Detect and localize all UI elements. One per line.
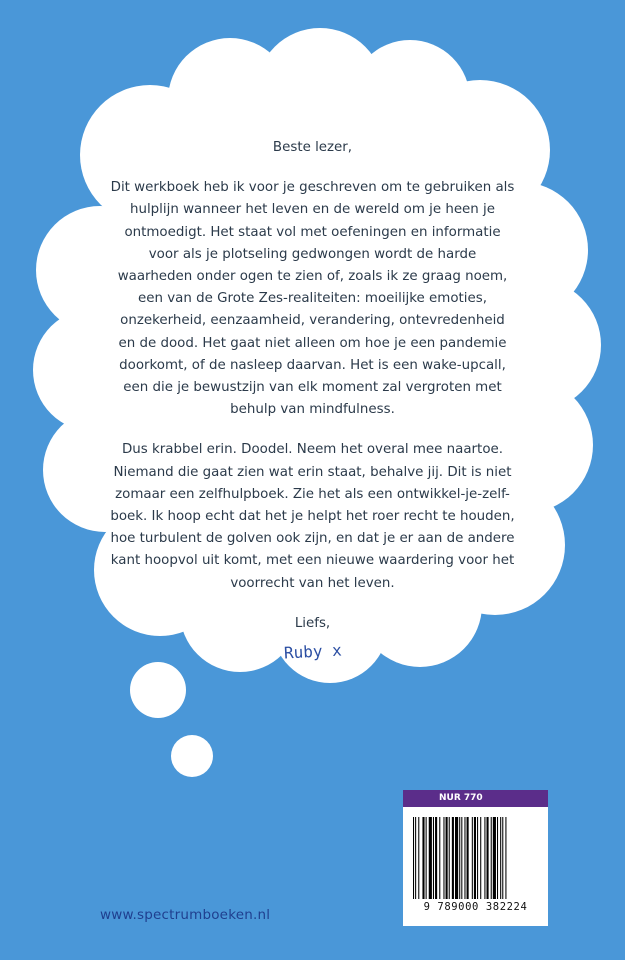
barcode-bar (455, 817, 458, 899)
barcode-bars (413, 817, 539, 899)
barcode-bar (452, 817, 454, 899)
letter-text (110, 137, 515, 665)
barcode-bar (497, 817, 498, 899)
barcode-bar (426, 817, 427, 899)
thought-puff-small (171, 735, 213, 777)
nur-label: NUR 770 (403, 790, 548, 807)
barcode-bar (477, 817, 478, 899)
barcode-bar (446, 817, 448, 899)
barcode-bar (464, 817, 465, 899)
barcode-bar (422, 817, 424, 899)
handwritten-signature: Ruby x (283, 640, 342, 663)
barcode-bar (439, 817, 440, 899)
letter-paragraph-1: Dit werkboek heb ik voor je geschreven om te gebruiken als hulplijn wanneer het leven en de wereld om je heen je ontmoedigt. Het staat vol met oefeningen en informatie voor als je plotseling gedwongen wordt de harde waarheden onder ogen te zien of, zoals ik ze graag noem, een van de Grote Zes-realiteiten: moeilijke emoties, onzekerheid, eenzaamheid, verandering, ontevredenheid en de dood. Het gaat niet alleen om hoe je een pandemie doorkomt, of de nasleep daarvan. Het is een wake-upcall, een die je bewustzijn van elk moment zal vergroten met behulp van mindfulness. (110, 180, 515, 418)
barcode-bar (413, 817, 414, 899)
barcode-bar (443, 817, 444, 899)
barcode-panel (403, 790, 548, 926)
isbn-number: 9 789000 382224 (423, 901, 528, 913)
barcode-bar (500, 817, 501, 899)
barcode-bar (461, 817, 462, 899)
letter-paragraph-2: Dus krabbel erin. Doodel. Neem het overal mee naartoe. Niemand die gaat zien wat erin staat, behalve jij. Dit is niet zomaar een zelfhulpboek. Zie het als een ontwikkel-je-zelf-boek. Ik hoop echt dat het je helpt het roer recht te houden, hoe turbulent de golven ook zijn, en dat je er aan de andere kant hoopvol uit komt, met een nieuwe waardering voor het voorrecht van het leven. (110, 442, 515, 591)
thought-puff-large (130, 662, 186, 718)
barcode-bar (467, 817, 469, 899)
barcode-bar (429, 817, 432, 899)
barcode-bar (449, 817, 450, 899)
barcode-bar (505, 817, 506, 899)
barcode-bar (493, 817, 496, 899)
barcode-bar (459, 817, 460, 899)
barcode-bar (487, 817, 489, 899)
barcode-bar (418, 817, 419, 899)
barcode-bar (415, 817, 416, 899)
barcode-bar (433, 817, 434, 899)
barcode-bar (472, 817, 473, 899)
barcode-bar (491, 817, 492, 899)
publisher-website[interactable]: www.spectrumboeken.nl (100, 907, 271, 923)
letter-closing: Liefs, (294, 615, 331, 631)
barcode-bar (484, 817, 485, 899)
barcode-bar (474, 817, 476, 899)
barcode-bar (480, 817, 481, 899)
barcode-bar (502, 817, 503, 899)
letter-greeting: Beste lezer, (272, 140, 353, 155)
barcode-bar (435, 817, 437, 899)
